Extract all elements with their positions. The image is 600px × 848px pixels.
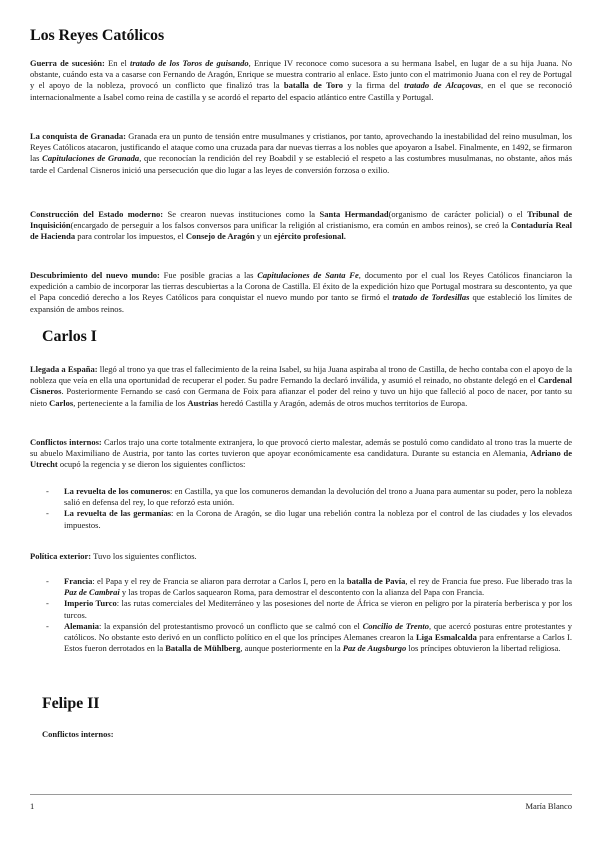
text-run: (organismo de carácter policial) o el xyxy=(388,209,528,219)
paragraph-label: Construcción del Estado moderno: xyxy=(30,209,164,219)
institution-name: ejército profesional. xyxy=(273,231,346,242)
text-run: , el rey de Francia fue preso. Fue liberado tras la xyxy=(405,576,572,586)
paragraph-guerra-sucesion xyxy=(30,58,572,103)
person-name: Cardenal Cisneros xyxy=(30,375,572,397)
foreign-policy-list xyxy=(30,576,572,654)
battle-name: Batalla de Mühlberg xyxy=(165,643,241,654)
treaty-name: Paz de Cambrai xyxy=(64,587,120,598)
text-run: . Posteriormente Fernando se casó con Germana de Foix para afianzar el poder del reino y tuvo un hijo que falleció al poco de nacer, por tanto su nieto xyxy=(30,386,572,408)
list-dash: - xyxy=(46,598,49,609)
text-run: , perteneciente a la familia de los xyxy=(73,397,188,408)
text-run: , Enrique IV reconoce como sucesora a su hermana Isabel, en lugar de a su hija Juana. No obstante, cuándo esta va a casarse con Fernando de Aragón, Enrique se muestra contrario al enlace. Esto junto con el matrimonio Juana con el rey de Portugal y el apoyo de la nobleza, provocó un conflicto que finalizó tras la xyxy=(30,58,573,91)
list-dash: - xyxy=(46,576,49,586)
text-run: para enfrentarse a Carlos I. Estos fueron derrotados en la xyxy=(64,632,572,654)
list-item-title: Francia xyxy=(64,576,93,586)
text-run: y las tropas de Carlos saquearon Roma, para demostrar el descontento con la alianza del Papa con Francia. xyxy=(119,587,485,598)
treaty-name: Capitulaciones de Santa Fe xyxy=(257,270,359,280)
list-item-title: La revuelta de las germanías xyxy=(64,508,172,519)
footer-author: María Blanco xyxy=(525,801,572,811)
list-item xyxy=(30,508,572,530)
paragraph-felipe-conflictos xyxy=(42,729,562,740)
text-run: , que reconocían la rendición del rey Boabdil y se estableció el respeto a las costumbres musulmanas, no obstante, años más tarde el Cardenal Cisneros inició una persecución que dio lugar a las leyes de conversión forzosa o exilio. xyxy=(30,153,573,175)
person-name: Adriano de Utrecht xyxy=(30,448,572,470)
text-run: y un xyxy=(254,231,274,242)
text-run: , documento por el cual los Reyes Católicos financiaron la expedición a cambio de incorporar las tierras descubiertas a la Corona de Castilla. El éxito de la expedición hizo que Portugal mostrara su descontento, ya que el Papa concedió derecho a los Reyes Católicos para conquistar el nuevo mundo por tanto se firmó el xyxy=(30,270,572,303)
text-run: : la expansión del protestantismo provocó un conflicto que se calmó con el xyxy=(98,620,363,631)
text-run: heredó Castilla y Aragón, además de otros muchos territorios de Europa. xyxy=(218,397,468,408)
section-title-reyes-catolicos: Los Reyes Católicos xyxy=(30,27,165,44)
paragraph-nuevo-mundo xyxy=(30,270,572,315)
person-name: Carlos xyxy=(49,397,74,408)
section-title-felipe-ii: Felipe II xyxy=(42,695,100,712)
text-run: llegó al trono ya que tras el fallecimiento de la reina Isabel, su hija Juana aspiraba al trono de Castilla, de hecho contaba con el apoyo de la nobleza que veía en ella una oportunidad de recuperar el poder. Su padre Fernando la declaró inválida, y asumió el reinado, no obstante delegó en el xyxy=(30,364,572,386)
paragraph-estado-moderno xyxy=(30,209,572,243)
page-number: 1 xyxy=(30,801,35,811)
list-item-text: : en la Corona de Aragón, se dio lugar una rebelión contra la nobleza por el control de las ciudades y los elevados impuestos. xyxy=(64,508,572,530)
paragraph-label: Guerra de sucesión: xyxy=(30,58,105,68)
council-name: Concilio de Trento xyxy=(362,620,430,631)
list-dash: - xyxy=(46,508,49,519)
list-item-title: Alemania xyxy=(64,620,99,631)
league-name: Liga Esmalcalda xyxy=(415,632,477,643)
dynasty-name: Austrias xyxy=(187,397,219,408)
text-run: En el xyxy=(104,58,131,68)
paragraph-label: Conflictos internos: xyxy=(30,437,102,447)
list-item-alemania xyxy=(30,621,572,655)
text-run: , que acercó posturas entre protestantes y católicos. No obstante esto derivó en un conflicto político en el que los príncipes Alemanes crearon la xyxy=(64,620,572,643)
institution-name: Consejo de Aragón xyxy=(185,231,255,242)
text-run: Carlos trajo una corte totalmente extranjera, lo que provocó cierto malestar, además se postuló como candidato al trono tras la muerte de su abuelo Maximiliano de Austria, por tanto las cortes tuvieron que apoyar económicamente esa candidatura. Durante su estancia en Alemania, xyxy=(30,437,572,459)
paragraph-label: Descubrimiento del nuevo mundo: xyxy=(30,270,160,280)
text-run: : las rutas comerciales del Mediterráneo y las posesiones del norte de África se vieron en peligro por la piratería berberisca y por los turcos. xyxy=(64,598,572,620)
list-item-title: La revuelta de los comuneros xyxy=(64,486,171,496)
list-dash: - xyxy=(46,620,49,631)
battle-name: batalla de Pavía xyxy=(346,576,406,586)
section-title-carlos-i: Carlos I xyxy=(42,328,97,345)
treaty-name: tratado de Alcaçovas xyxy=(404,80,481,91)
list-item-imperio-turco xyxy=(30,598,572,620)
text-run: Tuvo los siguientes conflictos. xyxy=(91,551,197,561)
text-run: que estableció los límites de expansión de ambos reinos. xyxy=(30,292,572,314)
text-run: Se crearon nuevas instituciones como la xyxy=(163,209,320,219)
paragraph-label: Política exterior: xyxy=(30,551,92,561)
paragraph-label: Llegada a España: xyxy=(30,364,98,374)
list-item xyxy=(30,486,572,508)
text-run: (encargado de perseguir a los falsos conversos para unificar la religión al cristianismo, era común en ambos reinos), se creó la xyxy=(70,220,511,231)
list-item-francia xyxy=(30,576,572,598)
text-run: para controlar los impuestos, el xyxy=(75,231,186,242)
treaty-name: Capitulaciones de Granada xyxy=(42,153,140,164)
battle-name: batalla de Toro xyxy=(283,80,344,91)
text-run: los príncipes obtuvieron la libertad religiosa. xyxy=(406,643,561,654)
text-run: , aunque posteriormente en la xyxy=(240,643,343,654)
paragraph-conquista-granada xyxy=(30,131,572,176)
conflicts-list xyxy=(30,486,572,531)
list-dash: - xyxy=(46,486,49,496)
treaty-name: tratado de Tordesillas xyxy=(392,292,470,303)
paragraph-conflictos-internos xyxy=(30,437,572,471)
text-run: ocupó la regencia y se dieron los siguientes conflictos: xyxy=(57,459,246,470)
list-item-text: : en Castilla, ya que los comuneros demandan la devolución del trono a Juana para aumentar su poder, pero la nobleza salió en defensa del rey, lo que reforzó esta unión. xyxy=(64,486,572,508)
text-run: : el Papa y el rey de Francia se aliaron para derrotar a Carlos I, pero en la xyxy=(92,576,347,586)
text-run: Granada era un punto de tensión entre musulmanes y cristianos, por tanto, aprovechando la inestabilidad del reino musulman, los Reyes Católicos atacaron, justificando el ataque como una cruzada para dar nuevas tierras a los nobles que apoyaron a Isabel. Finalmente, en 1492, se firmaron las xyxy=(30,131,572,164)
text-run: y la firma del xyxy=(343,80,405,91)
treaty-name: Paz de Augsburgo xyxy=(342,643,407,654)
paragraph-label: Conflictos internos: xyxy=(42,729,114,739)
footer-divider xyxy=(30,794,572,795)
institution-name: Tribunal de Inquisición xyxy=(30,209,573,231)
institution-name: Contaduría Real de Hacienda xyxy=(30,220,572,242)
institution-name: Santa Hermandad xyxy=(319,209,389,219)
text-run: Fue posible gracias a las xyxy=(159,270,258,280)
text-run: , en el que se reconoció internacionalmente a Isabel como reina de castilla y se acordó el reparto del espacio atlántico entre Castilla y Portugal. xyxy=(30,80,572,102)
paragraph-politica-exterior xyxy=(30,551,572,562)
paragraph-llegada-espana xyxy=(30,364,572,409)
treaty-name: tratado de los Toros de guisando xyxy=(130,58,249,68)
paragraph-label: La conquista de Granada: xyxy=(30,131,126,141)
list-item-title: Imperio Turco xyxy=(64,598,117,609)
